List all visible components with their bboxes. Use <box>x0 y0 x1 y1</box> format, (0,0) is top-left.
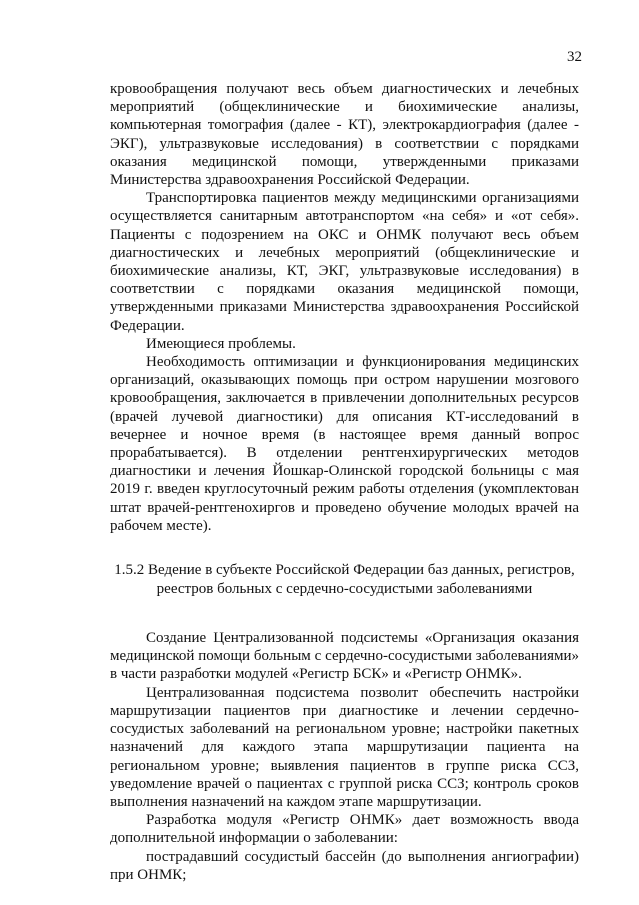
paragraph-transport: Транспортировка пациентов между медицинскими организациями осуществляется санитарным автотранспортом «на себя» и «от себя». Пациенты с подозрением на ОКС и ОНМК получают весь объем диагностических и лечебных мероприятий (общеклинические и биохимические анализы, КТ, ЭКГ, ультразвуковые исследования) в соответствии с порядками оказания медицинской помощи, утвержденными приказами Министерства здравоохранения Российской Федерации. <box>110 190 579 334</box>
section-heading-line-2: реестров больных с сердечно-сосудистыми заболеваниями <box>156 581 533 598</box>
paragraph-vascular-basin: пострадавший сосудистый бассейн (до выполнения ангиографии) при ОНМК; <box>110 848 579 883</box>
document-body <box>110 80 579 884</box>
section-heading <box>110 561 579 599</box>
paragraph-problems: Необходимость оптимизации и функционирования медицинских организаций, оказывающих помощь при остром нарушении мозгового кровообращения, заключается в привлечении дополнительных ресурсов (врачей лучевой диагностики) для описания КТ-исследований в вечернее и ночное время (в настоящее время данный вопрос прорабатывается). В отделении рентгенхирургических методов диагностики и лечения Йошкар-Олинской городской больницы с мая 2019 г. введен круглосуточный режим работы отделения (укомплектован штат врачей-рентгенохиргов и проведено обучение молодых врачей на рабочем месте). <box>110 354 579 534</box>
paragraph-register-module: Разработка модуля «Регистр ОНМК» дает возможность ввода дополнительной информации о заболевании: <box>110 812 579 847</box>
paragraph-continuation: кровообращения получают весь объем диагностических и лечебных мероприятий (общеклинические и биохимические анализы, компьютерная томография (далее - КТ), электрокардиография (далее - ЭКГ), ультразвуковые исследования) в соответствии с порядками оказания медицинской помощи, утвержденными приказами Министерства здравоохранения Российской Федерации. <box>110 81 579 189</box>
paragraph-subsystem: Создание Централизованной подсистемы «Организация оказания медицинской помощи больным с сердечно-сосудистыми заболеваниями» в части разработки модулей «Регистр БСК» и «Регистр ОНМК». <box>110 630 579 683</box>
paragraph-problems-label: Имеющиеся проблемы. <box>146 335 296 352</box>
section-heading-line-1: 1.5.2 Ведение в субъекте Российской Федерации баз данных, регистров, <box>114 562 575 579</box>
paragraph-routing: Централизованная подсистема позволит обеспечить настройки маршрутизации пациентов при диагностике и лечении сердечно-сосудистых заболеваний на региональном уровне; настройки пакетных назначений для каждого этапа маршрутизации пациента на региональном уровне; выявления пациентов в группе риска ССЗ, уведомление врачей о пациентах с группой риска ССЗ; контроль сроков выполнения назначений на каждом этапе маршрутизации. <box>110 684 579 810</box>
page-number: 32 <box>567 49 582 65</box>
